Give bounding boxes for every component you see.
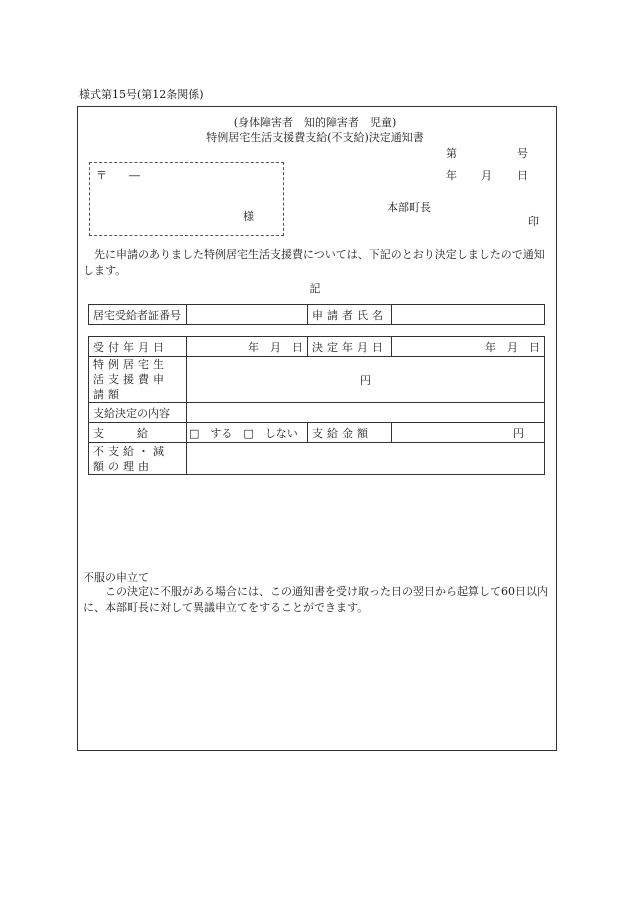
- ki-marker: 記: [309, 282, 321, 295]
- certificate-table: [88, 304, 545, 325]
- notice-body-text: 先に申請のありました特例居宅生活支援費については、下記のとおり決定しましたので通知します。: [83, 248, 545, 277]
- seal-mark: 印: [528, 215, 539, 228]
- received-date-label: 受付年月日: [89, 337, 187, 357]
- objection-notice-text: この決定に不服がある場合には、この通知書を受け取った日の翌日から起算して60日以内に、本部町長に対して異議申立てをすることができます。: [83, 585, 548, 614]
- decision-content-value: [187, 403, 545, 423]
- doc-number-suffix: 号: [517, 147, 528, 160]
- payment-choices[interactable]: □ する □ しない: [187, 423, 308, 443]
- payment-label: 支 給: [89, 423, 187, 443]
- payment-amount-label: 支給金額: [308, 423, 392, 443]
- applicant-name-label: 申請者氏名: [308, 305, 392, 325]
- decision-date-value: 年 月 日: [392, 337, 545, 357]
- doc-number-prefix: 第: [446, 147, 457, 160]
- date-month: 月: [481, 169, 492, 182]
- date-year: 年: [446, 169, 457, 182]
- reason-value: [187, 443, 545, 475]
- form-number-label: 様式第15号(第12条関係): [79, 88, 204, 101]
- cert-number-label: 居宅受給者証番号: [89, 305, 187, 325]
- objection-heading: 不服の申立て: [83, 571, 149, 584]
- recipient-honorific: 様: [243, 210, 254, 223]
- document-title: 特例居宅生活支援費支給(不支給)決定通知書: [206, 131, 424, 144]
- objection-notice: [83, 584, 553, 616]
- decision-table: [88, 336, 545, 475]
- decision-content-label: 支給決定の内容: [89, 403, 187, 423]
- recipient-category: (身体障害者 知的障害者 児童): [233, 116, 397, 129]
- application-amount-unit: 円: [187, 357, 545, 403]
- application-amount-label: 特例居宅生活支援費申請額: [89, 357, 187, 403]
- cert-number-value: [187, 305, 308, 325]
- received-date-value: 年 月 日: [187, 337, 308, 357]
- payment-amount-unit: 円: [392, 423, 545, 443]
- applicant-name-value: [392, 305, 545, 325]
- issuer-name: 本部町長: [387, 201, 431, 214]
- postal-mark: 〒 ―: [96, 169, 140, 182]
- date-day: 日: [517, 169, 528, 182]
- reason-label: 不支給・減額の理由: [89, 443, 187, 475]
- notice-body: [83, 247, 553, 279]
- decision-date-label: 決定年月日: [308, 337, 392, 357]
